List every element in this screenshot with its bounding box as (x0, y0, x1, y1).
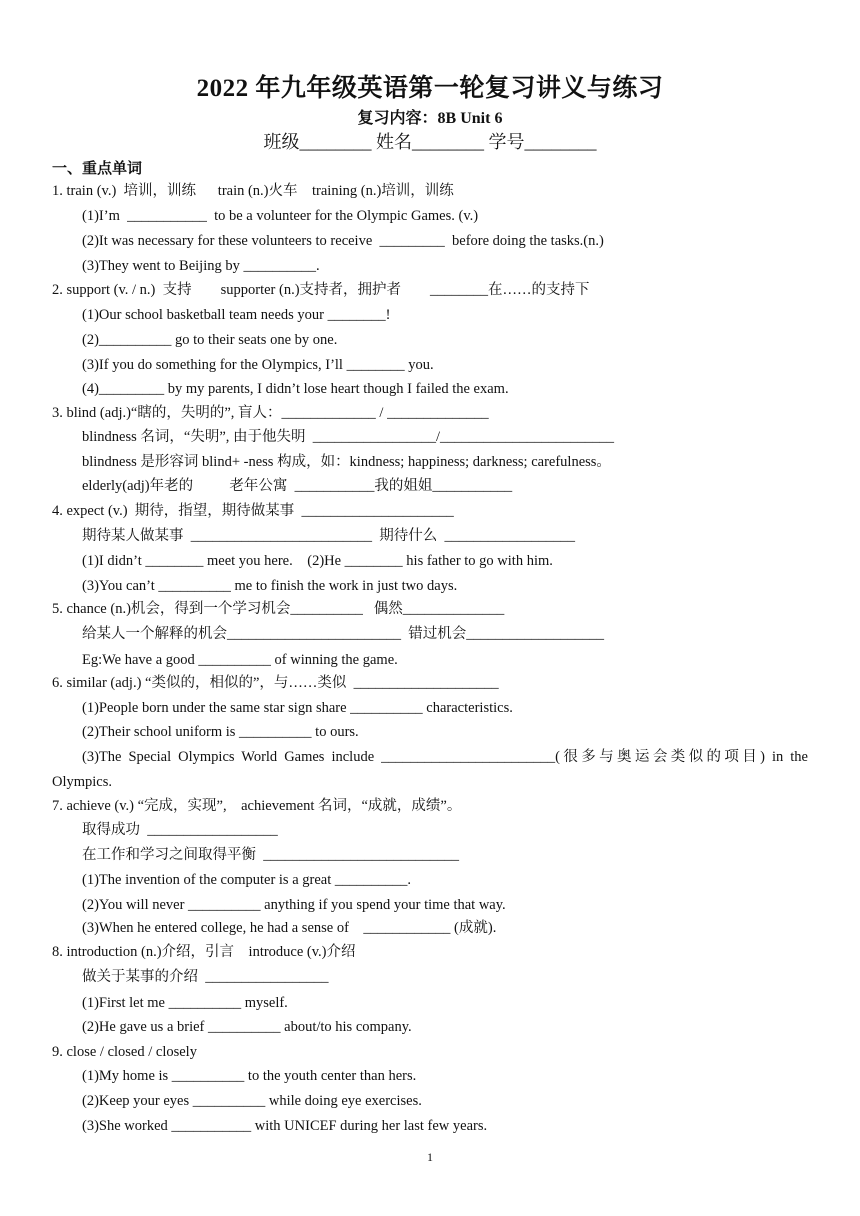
exercise-line: 期待某人做某事 _________________________ 期待什么 __________________ (82, 528, 575, 544)
item-heading: 4. expect (v.) 期待，指望，期待做某事 _____________________ (52, 503, 454, 519)
item-heading: 9. close / closed / closely (52, 1044, 197, 1060)
exercise-line: (1)I’m ___________ to be a volunteer for the Olympic Games. (v.) (82, 208, 479, 224)
exercise-line: (3)The Special Olympics World Games include ________________________(很多与奥运会类似的项目) in the (82, 749, 808, 765)
exercise-line: (1)My home is __________ to the youth center than hers. (82, 1068, 417, 1084)
exercise-line: 在工作和学习之间取得平衡 ___________________________ (82, 847, 459, 863)
item-heading: 6. similar (adj.) “类似的，相似的”，与……类似 ____________________ (52, 675, 499, 691)
item-heading: 5. chance (n.)机会，得到一个学习机会__________ 偶然______________ (52, 601, 505, 617)
exercise-line: elderly(adj)年老的 老年公寓 ___________我的姐姐___________ (82, 478, 513, 494)
exercise-line: (3)She worked ___________ with UNICEF during her last few years. (82, 1118, 488, 1134)
exercise-line: blindness 名词，“失明”, 由于他失明 _________________/________________________ (82, 429, 615, 445)
exercise-line: 做关于某事的介绍 _________________ (82, 969, 329, 985)
exercise-line: (3)If you do something for the Olympics, I’ll ________ you. (82, 357, 434, 373)
item-heading: 1. train (v.) 培训，训练 train (n.)火车 training (n.)培训，训练 (52, 183, 454, 199)
exercise-line: 给某人一个解释的机会________________________ 错过机会___________________ (82, 626, 604, 642)
exercise-line: (3)When he entered college, he had a sense of ____________ (成就). (82, 920, 497, 936)
exercise-line: (2)Their school uniform is __________ to ours. (82, 724, 359, 740)
exercise-line: (1)First let me __________ myself. (82, 995, 288, 1011)
exercise-line: 取得成功 __________________ (82, 822, 278, 838)
exercise-line: (3)They went to Beijing by __________. (82, 258, 320, 274)
item-heading: 3. blind (adj.)“瞎的，失明的”, 盲人：_____________ / ______________ (52, 405, 489, 421)
exercise-line: (1)People born under the same star sign share __________ characteristics. (82, 700, 513, 716)
page-subtitle: 复习内容：8B Unit 6 (357, 110, 503, 127)
section-heading: 一、重点单词 (52, 161, 143, 177)
exercise-line-continued: Olympics. (52, 774, 113, 790)
page-title: 2022 年九年级英语第一轮复习讲义与练习 (196, 75, 664, 102)
exercise-line: (2)You will never __________ anything if you spend your time that way. (82, 897, 506, 913)
exercise-line: (4)_________ by my parents, I didn’t lose heart though I failed the exam. (82, 381, 509, 397)
exercise-line: (1)The invention of the computer is a great __________. (82, 872, 411, 888)
exercise-line: (3)You can’t __________ me to finish the work in just two days. (82, 578, 458, 594)
item-heading: 8. introduction (n.)介绍，引言 introduce (v.)介绍 (52, 944, 356, 960)
page-number: 1 (427, 1150, 433, 1164)
exercise-line: (2)He gave us a brief __________ about/to his company. (82, 1019, 412, 1035)
exercise-line: (2)It was necessary for these volunteers to receive _________ before doing the tasks.(n.) (82, 233, 604, 249)
exercise-line: Eg:We have a good __________ of winning the game. (82, 652, 398, 668)
class-name-number-line: 班级________ 姓名________ 学号________ (263, 132, 597, 152)
exercise-line: (1)Our school basketball team needs your ________! (82, 307, 391, 323)
item-heading: 2. support (v. / n.) 支持 supporter (n.)支持者，拥护者 ________在……的支持下 (52, 282, 590, 298)
exercise-line: (2)Keep your eyes __________ while doing eye exercises. (82, 1093, 422, 1109)
exercise-line: (1)I didn’t ________ meet you here. (2)He ________ his father to go with him. (82, 553, 553, 569)
exercise-line: blindness 是形容词 blind+ -ness 构成，如：kindness; happiness; darkness; carefulness。 (82, 454, 611, 470)
item-heading: 7. achieve (v.) “完成，实现”, achievement 名词，“成就，成绩”。 (52, 798, 462, 814)
exercise-line: (2)__________ go to their seats one by one. (82, 332, 338, 348)
